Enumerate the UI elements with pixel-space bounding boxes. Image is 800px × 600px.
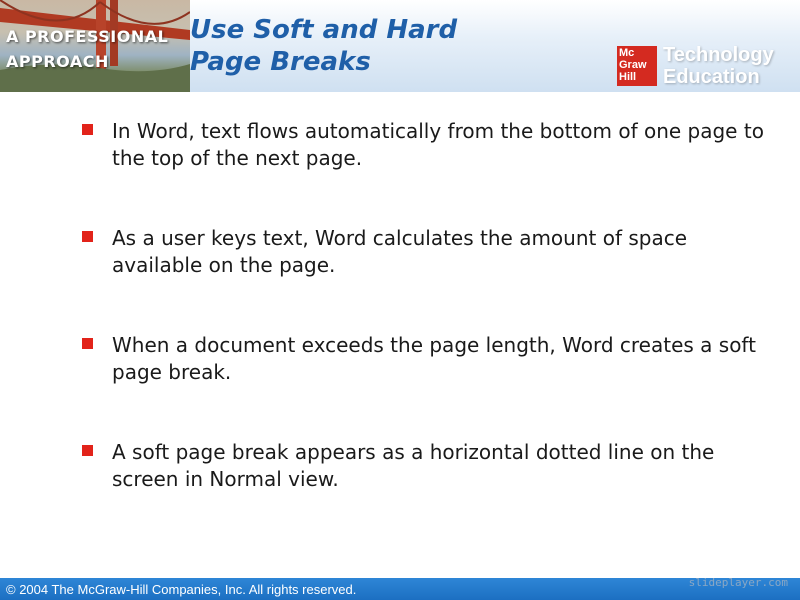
- slide-title-line-2: Page Breaks: [190, 47, 371, 77]
- slide-title-line-1: Use Soft and Hard: [190, 15, 458, 45]
- square-bullet-icon: [82, 231, 93, 242]
- mcgraw-hill-logo: [617, 44, 777, 88]
- copyright-text: © 2004 The McGraw-Hill Companies, Inc. All rights reserved.: [6, 582, 357, 597]
- slide-header: [0, 0, 800, 92]
- brand-line-1: A PROFESSIONAL: [6, 27, 169, 46]
- square-bullet-icon: [82, 338, 93, 349]
- bridge-illustration: [0, 0, 190, 92]
- slide-title: [190, 14, 570, 78]
- watermark-text: slideplayer.com: [688, 576, 788, 589]
- bullet-text: In Word, text flows automatically from the bottom of one page to the top of the next page.: [112, 119, 764, 170]
- bullet-text: When a document exceeds the page length, Word creates a soft page break.: [112, 333, 756, 384]
- square-bullet-icon: [82, 445, 93, 456]
- logo-mark-line-2: Graw: [619, 59, 647, 71]
- logo-mark-line-1: Mc: [619, 47, 635, 59]
- logo-name-line-1: Technology: [663, 44, 774, 66]
- mcgraw-hill-mark-icon: [617, 46, 657, 86]
- bridge-photo: [0, 0, 190, 92]
- bullet-text: A soft page break appears as a horizontal dotted line on the screen in Normal view.: [112, 440, 715, 491]
- square-bullet-icon: [82, 124, 93, 135]
- footer-bar: [0, 578, 800, 600]
- logo-name-line-2: Education: [663, 66, 760, 88]
- brand-line-2: APPROACH: [6, 52, 109, 71]
- bullet-text: As a user keys text, Word calculates the amount of space available on the page.: [112, 226, 688, 277]
- logo-mark-line-3: Hill: [619, 71, 637, 83]
